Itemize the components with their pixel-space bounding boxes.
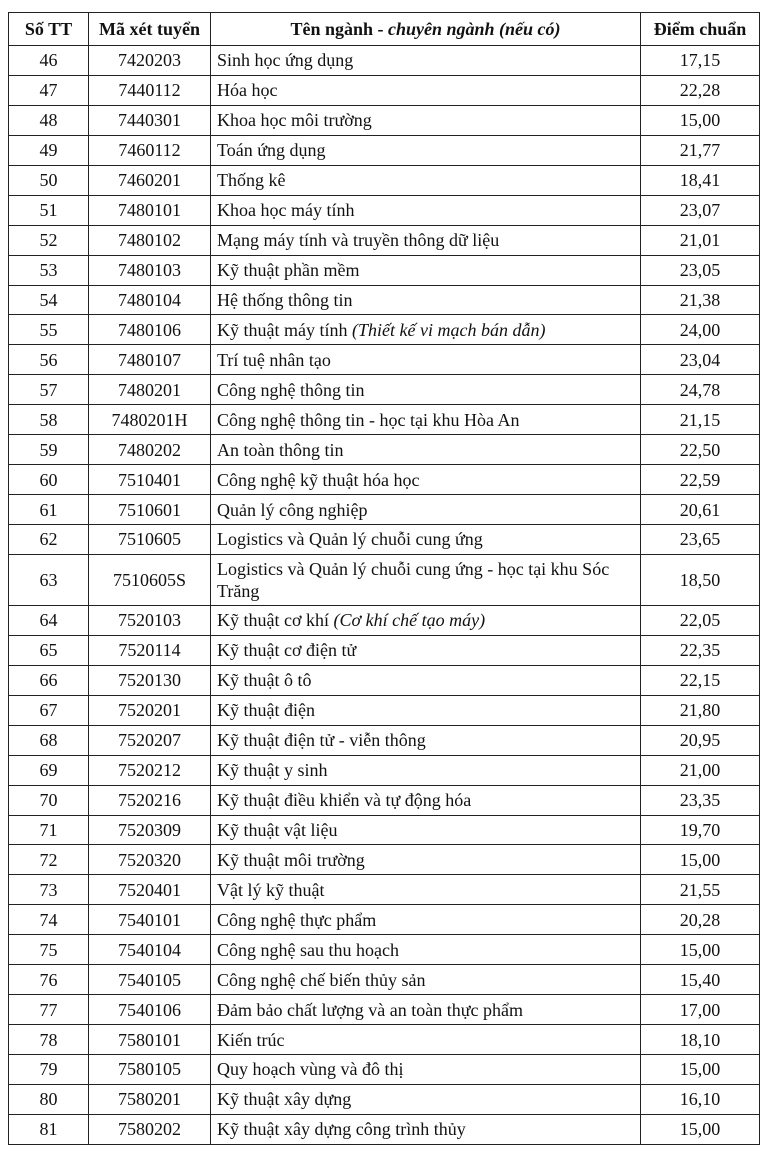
row-name-main: Kỹ thuật máy tính <box>217 319 352 340</box>
table-row <box>9 1084 760 1114</box>
row-name <box>211 905 641 935</box>
row-name <box>211 165 641 195</box>
row-code: 7440301 <box>89 105 211 135</box>
row-code: 7540104 <box>89 935 211 965</box>
row-code: 7480107 <box>89 345 211 375</box>
row-name <box>211 935 641 965</box>
row-stt: 70 <box>9 785 89 815</box>
row-name-main: Công nghệ thực phẩm <box>217 909 377 930</box>
row-code: 7480101 <box>89 195 211 225</box>
row-stt: 50 <box>9 165 89 195</box>
header-stt: Số TT <box>9 13 89 46</box>
row-score: 18,10 <box>641 1025 760 1055</box>
row-name-main: Kỹ thuật y sinh <box>217 760 328 781</box>
table-row <box>9 1114 760 1144</box>
row-code: 7580101 <box>89 1025 211 1055</box>
table-row <box>9 375 760 405</box>
row-stt: 51 <box>9 195 89 225</box>
row-score: 18,41 <box>641 165 760 195</box>
row-name-main: Công nghệ kỹ thuật hóa học <box>217 469 420 490</box>
row-name-main: Kỹ thuật cơ điện tử <box>217 640 357 661</box>
table-row <box>9 845 760 875</box>
row-stt: 52 <box>9 225 89 255</box>
row-name <box>211 255 641 285</box>
row-name-main: Kỹ thuật vật liệu <box>217 819 338 840</box>
row-stt: 79 <box>9 1055 89 1085</box>
row-name <box>211 195 641 225</box>
row-name-main: Quy hoạch vùng và đô thị <box>217 1059 404 1080</box>
row-stt: 63 <box>9 554 89 605</box>
row-name-main: Kỹ thuật điện <box>217 700 315 721</box>
table-row <box>9 995 760 1025</box>
row-score: 21,15 <box>641 405 760 435</box>
row-stt: 71 <box>9 815 89 845</box>
table-row <box>9 1055 760 1085</box>
table-row <box>9 225 760 255</box>
row-name-main: Thống kê <box>217 170 286 191</box>
row-name <box>211 46 641 76</box>
row-name <box>211 345 641 375</box>
row-score: 21,00 <box>641 755 760 785</box>
row-name <box>211 105 641 135</box>
row-code: 7520201 <box>89 695 211 725</box>
row-name <box>211 495 641 525</box>
row-stt: 56 <box>9 345 89 375</box>
row-name <box>211 665 641 695</box>
row-score: 22,28 <box>641 75 760 105</box>
row-name <box>211 605 641 635</box>
row-stt: 66 <box>9 665 89 695</box>
row-score: 21,01 <box>641 225 760 255</box>
row-name-main: Đảm bảo chất lượng và an toàn thực phẩm <box>217 999 523 1020</box>
table-header-row <box>9 13 760 46</box>
table-row <box>9 105 760 135</box>
row-score: 22,05 <box>641 605 760 635</box>
row-score: 22,59 <box>641 465 760 495</box>
row-stt: 74 <box>9 905 89 935</box>
row-stt: 73 <box>9 875 89 905</box>
row-score: 20,61 <box>641 495 760 525</box>
row-score: 16,10 <box>641 1084 760 1114</box>
admission-score-table <box>8 12 760 1145</box>
table-row <box>9 465 760 495</box>
row-code: 7540105 <box>89 965 211 995</box>
row-score: 22,15 <box>641 665 760 695</box>
row-code: 7440112 <box>89 75 211 105</box>
row-name-main: Công nghệ chế biến thủy sản <box>217 969 426 990</box>
table-row <box>9 1025 760 1055</box>
row-stt: 81 <box>9 1114 89 1144</box>
row-code: 7510601 <box>89 495 211 525</box>
row-name <box>211 225 641 255</box>
row-code: 7420203 <box>89 46 211 76</box>
row-name-main: Quản lý công nghiệp <box>217 499 368 520</box>
row-code: 7580201 <box>89 1084 211 1114</box>
row-score: 17,15 <box>641 46 760 76</box>
row-name <box>211 285 641 315</box>
row-score: 23,65 <box>641 525 760 555</box>
row-name-main: Kỹ thuật ô tô <box>217 670 312 691</box>
table-row <box>9 405 760 435</box>
header-code: Mã xét tuyển <box>89 13 211 46</box>
row-stt: 59 <box>9 435 89 465</box>
row-code: 7480201 <box>89 375 211 405</box>
row-code: 7520130 <box>89 665 211 695</box>
row-code: 7480106 <box>89 315 211 345</box>
row-score: 15,00 <box>641 1055 760 1085</box>
row-code: 7520212 <box>89 755 211 785</box>
row-stt: 47 <box>9 75 89 105</box>
row-code: 7480102 <box>89 225 211 255</box>
table-row <box>9 965 760 995</box>
row-stt: 61 <box>9 495 89 525</box>
row-name <box>211 965 641 995</box>
row-score: 22,35 <box>641 635 760 665</box>
row-score: 23,04 <box>641 345 760 375</box>
row-name <box>211 75 641 105</box>
row-name-main: Hệ thống thông tin <box>217 289 353 310</box>
row-stt: 60 <box>9 465 89 495</box>
row-name <box>211 435 641 465</box>
table-row <box>9 255 760 285</box>
row-score: 15,00 <box>641 935 760 965</box>
row-stt: 54 <box>9 285 89 315</box>
header-score: Điểm chuẩn <box>641 13 760 46</box>
row-score: 17,00 <box>641 995 760 1025</box>
row-code: 7480201H <box>89 405 211 435</box>
row-name <box>211 1055 641 1085</box>
table-row <box>9 905 760 935</box>
row-code: 7510605S <box>89 554 211 605</box>
table-row <box>9 165 760 195</box>
row-stt: 55 <box>9 315 89 345</box>
row-code: 7480103 <box>89 255 211 285</box>
row-stt: 46 <box>9 46 89 76</box>
row-name <box>211 554 641 605</box>
row-score: 15,40 <box>641 965 760 995</box>
row-score: 23,07 <box>641 195 760 225</box>
table-row <box>9 665 760 695</box>
table-row <box>9 435 760 465</box>
table-row <box>9 725 760 755</box>
row-name-main: Kỹ thuật xây dựng công trình thủy <box>217 1119 466 1140</box>
table-row <box>9 495 760 525</box>
table-row <box>9 46 760 76</box>
row-name-main: Vật lý kỹ thuật <box>217 879 325 900</box>
row-score: 21,55 <box>641 875 760 905</box>
row-stt: 76 <box>9 965 89 995</box>
row-name <box>211 785 641 815</box>
row-name-main: Kỹ thuật điều khiển và tự động hóa <box>217 790 472 811</box>
row-stt: 64 <box>9 605 89 635</box>
row-name <box>211 1114 641 1144</box>
row-name-main: Công nghệ thông tin <box>217 379 365 400</box>
row-score: 24,00 <box>641 315 760 345</box>
header-name <box>211 13 641 46</box>
row-code: 7510401 <box>89 465 211 495</box>
row-stt: 72 <box>9 845 89 875</box>
table-row <box>9 605 760 635</box>
row-score: 15,00 <box>641 105 760 135</box>
row-score: 24,78 <box>641 375 760 405</box>
row-stt: 77 <box>9 995 89 1025</box>
row-stt: 75 <box>9 935 89 965</box>
row-stt: 67 <box>9 695 89 725</box>
row-code: 7480202 <box>89 435 211 465</box>
row-code: 7520401 <box>89 875 211 905</box>
row-code: 7520114 <box>89 635 211 665</box>
table-row <box>9 345 760 375</box>
row-name <box>211 405 641 435</box>
row-stt: 62 <box>9 525 89 555</box>
row-name <box>211 815 641 845</box>
row-name-main: Toán ứng dụng <box>217 140 326 161</box>
row-code: 7510605 <box>89 525 211 555</box>
row-name <box>211 635 641 665</box>
row-name-main: Kỹ thuật điện tử - viễn thông <box>217 730 426 751</box>
row-name-main: Sinh học ứng dụng <box>217 50 354 71</box>
row-name <box>211 695 641 725</box>
row-name-main: Mạng máy tính và truyền thông dữ liệu <box>217 230 500 251</box>
row-score: 23,35 <box>641 785 760 815</box>
row-name <box>211 1084 641 1114</box>
row-score: 15,00 <box>641 1114 760 1144</box>
row-name <box>211 845 641 875</box>
table-row <box>9 525 760 555</box>
row-code: 7520216 <box>89 785 211 815</box>
row-score: 22,50 <box>641 435 760 465</box>
table-row <box>9 695 760 725</box>
row-name <box>211 1025 641 1055</box>
row-code: 7580105 <box>89 1055 211 1085</box>
row-name <box>211 375 641 405</box>
header-name-sub: chuyên ngành (nếu có) <box>388 19 561 39</box>
row-stt: 80 <box>9 1084 89 1114</box>
row-code: 7520309 <box>89 815 211 845</box>
row-name-main: Kỹ thuật môi trường <box>217 849 365 870</box>
row-stt: 48 <box>9 105 89 135</box>
row-name <box>211 465 641 495</box>
row-score: 23,05 <box>641 255 760 285</box>
row-name <box>211 525 641 555</box>
row-stt: 68 <box>9 725 89 755</box>
row-name-main: Logistics và Quản lý chuỗi cung ứng <box>217 529 483 550</box>
row-code: 7460201 <box>89 165 211 195</box>
row-name <box>211 875 641 905</box>
row-name-main: Trí tuệ nhân tạo <box>217 349 331 370</box>
row-name-specialization: (Cơ khí chế tạo máy) <box>333 610 486 631</box>
row-stt: 69 <box>9 755 89 785</box>
table-row <box>9 554 760 605</box>
row-stt: 53 <box>9 255 89 285</box>
table-row <box>9 875 760 905</box>
row-name-main: An toàn thông tin <box>217 439 344 460</box>
row-name-main: Kỹ thuật phần mềm <box>217 260 360 281</box>
row-name <box>211 725 641 755</box>
row-name-main: Công nghệ thông tin - học tại khu Hòa An <box>217 409 520 430</box>
row-score: 20,95 <box>641 725 760 755</box>
row-stt: 57 <box>9 375 89 405</box>
row-code: 7540101 <box>89 905 211 935</box>
row-code: 7520103 <box>89 605 211 635</box>
row-name <box>211 135 641 165</box>
row-code: 7580202 <box>89 1114 211 1144</box>
row-stt: 78 <box>9 1025 89 1055</box>
row-score: 21,77 <box>641 135 760 165</box>
row-name <box>211 755 641 785</box>
row-name-specialization: (Thiết kế vi mạch bán dẫn) <box>351 319 546 340</box>
row-name-main: Kỹ thuật cơ khí <box>217 610 334 631</box>
row-name <box>211 995 641 1025</box>
row-code: 7520207 <box>89 725 211 755</box>
header-name-main: Tên ngành - <box>290 19 388 39</box>
row-code: 7460112 <box>89 135 211 165</box>
table-row <box>9 815 760 845</box>
row-name-main: Khoa học môi trường <box>217 110 372 131</box>
row-code: 7480104 <box>89 285 211 315</box>
table-row <box>9 75 760 105</box>
row-name <box>211 315 641 345</box>
row-name-main: Kiến trúc <box>217 1029 285 1050</box>
table-row <box>9 755 760 785</box>
row-stt: 65 <box>9 635 89 665</box>
row-score: 21,80 <box>641 695 760 725</box>
row-stt: 58 <box>9 405 89 435</box>
row-name-main: Hóa học <box>217 80 278 101</box>
table-body <box>9 46 760 1145</box>
row-score: 20,28 <box>641 905 760 935</box>
row-name-main: Logistics và Quản lý chuỗi cung ứng - học tại khu Sóc Trăng <box>217 558 610 601</box>
row-name-main: Khoa học máy tính <box>217 200 355 221</box>
table-row <box>9 135 760 165</box>
row-code: 7520320 <box>89 845 211 875</box>
table-row <box>9 935 760 965</box>
row-code: 7540106 <box>89 995 211 1025</box>
table-row <box>9 785 760 815</box>
table-row <box>9 195 760 225</box>
row-score: 21,38 <box>641 285 760 315</box>
row-score: 15,00 <box>641 845 760 875</box>
table-row <box>9 315 760 345</box>
table-row <box>9 635 760 665</box>
row-name-main: Kỹ thuật xây dựng <box>217 1089 352 1110</box>
row-score: 18,50 <box>641 554 760 605</box>
row-score: 19,70 <box>641 815 760 845</box>
row-name-main: Công nghệ sau thu hoạch <box>217 939 399 960</box>
table-row <box>9 285 760 315</box>
row-stt: 49 <box>9 135 89 165</box>
